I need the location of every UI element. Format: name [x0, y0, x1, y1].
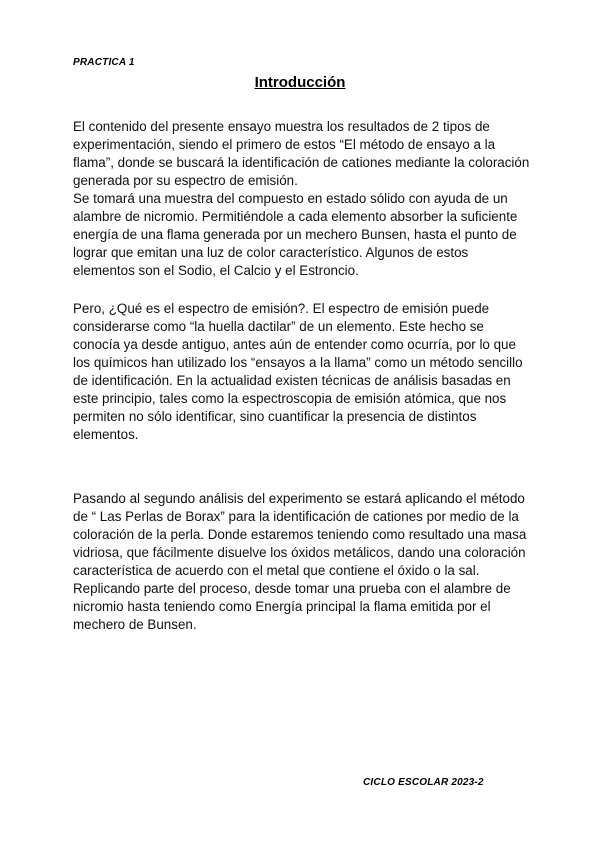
paragraph-sample-method: Se tomará una muestra del compuesto en estado sólido con ayuda de un alambre de nicromio. Permitiéndole a cada elemento absorber la suficiente energía de una flama generada por un mechero Bunsen, hasta el punto de lograr que emitan una luz de color característico. Algunos de estos elementos son el Sodio, el Calcio y el Estroncio.	[73, 191, 518, 278]
paragraph-emission-spectrum: Pero, ¿Qué es el espectro de emisión?. El espectro de emisión puede considerarse como “la huella dactilar” de un elemento. Este hecho se conocía ya desde antiguo, antes aún de entender como ocurría, por lo que los químicos han utilizado los “ensayos a la llama” como un método sencillo de identificación. En la actualidad existen técnicas de análisis basadas en este principio, tales como la espectroscopia de emisión atómica, que nos permiten no sólo identificar, sino cuantificar la presencia de distintos elementos.	[73, 301, 523, 442]
borax-section	[73, 490, 531, 634]
paragraph-flame-test: El contenido del presente ensayo muestra los resultados de 2 tipos de experimentación, siendo el primero de estos “El método de ensayo a la flama”, donde se buscará la identificación de cationes mediante la coloración generada por su espectro de emisión.	[73, 119, 530, 188]
intro-section	[73, 118, 531, 280]
emission-section	[73, 300, 531, 444]
paragraph-replication: Replicando parte del proceso, desde tomar una prueba con el alambre de nicromio hasta teniendo como Energía principal la flama emitida por el mechero de Bunsen.	[73, 581, 511, 632]
paragraph-borax-beads: Pasando al segundo análisis del experimento se estará aplicando el método de “ Las Perlas de Borax” para la identificación de cationes por medio de la coloración de la perla. Donde estaremos teniendo como resultado una masa vidriosa, que fácilmente disuelve los óxidos metálicos, dando una coloración característica de acuerdo con el metal que contiene el óxido o la sal.	[73, 491, 527, 578]
school-cycle-label: CICLO ESCOLAR 2023-2	[363, 777, 484, 788]
practice-label: PRACTICA 1	[73, 57, 135, 68]
page-title: Introducción	[254, 74, 346, 91]
